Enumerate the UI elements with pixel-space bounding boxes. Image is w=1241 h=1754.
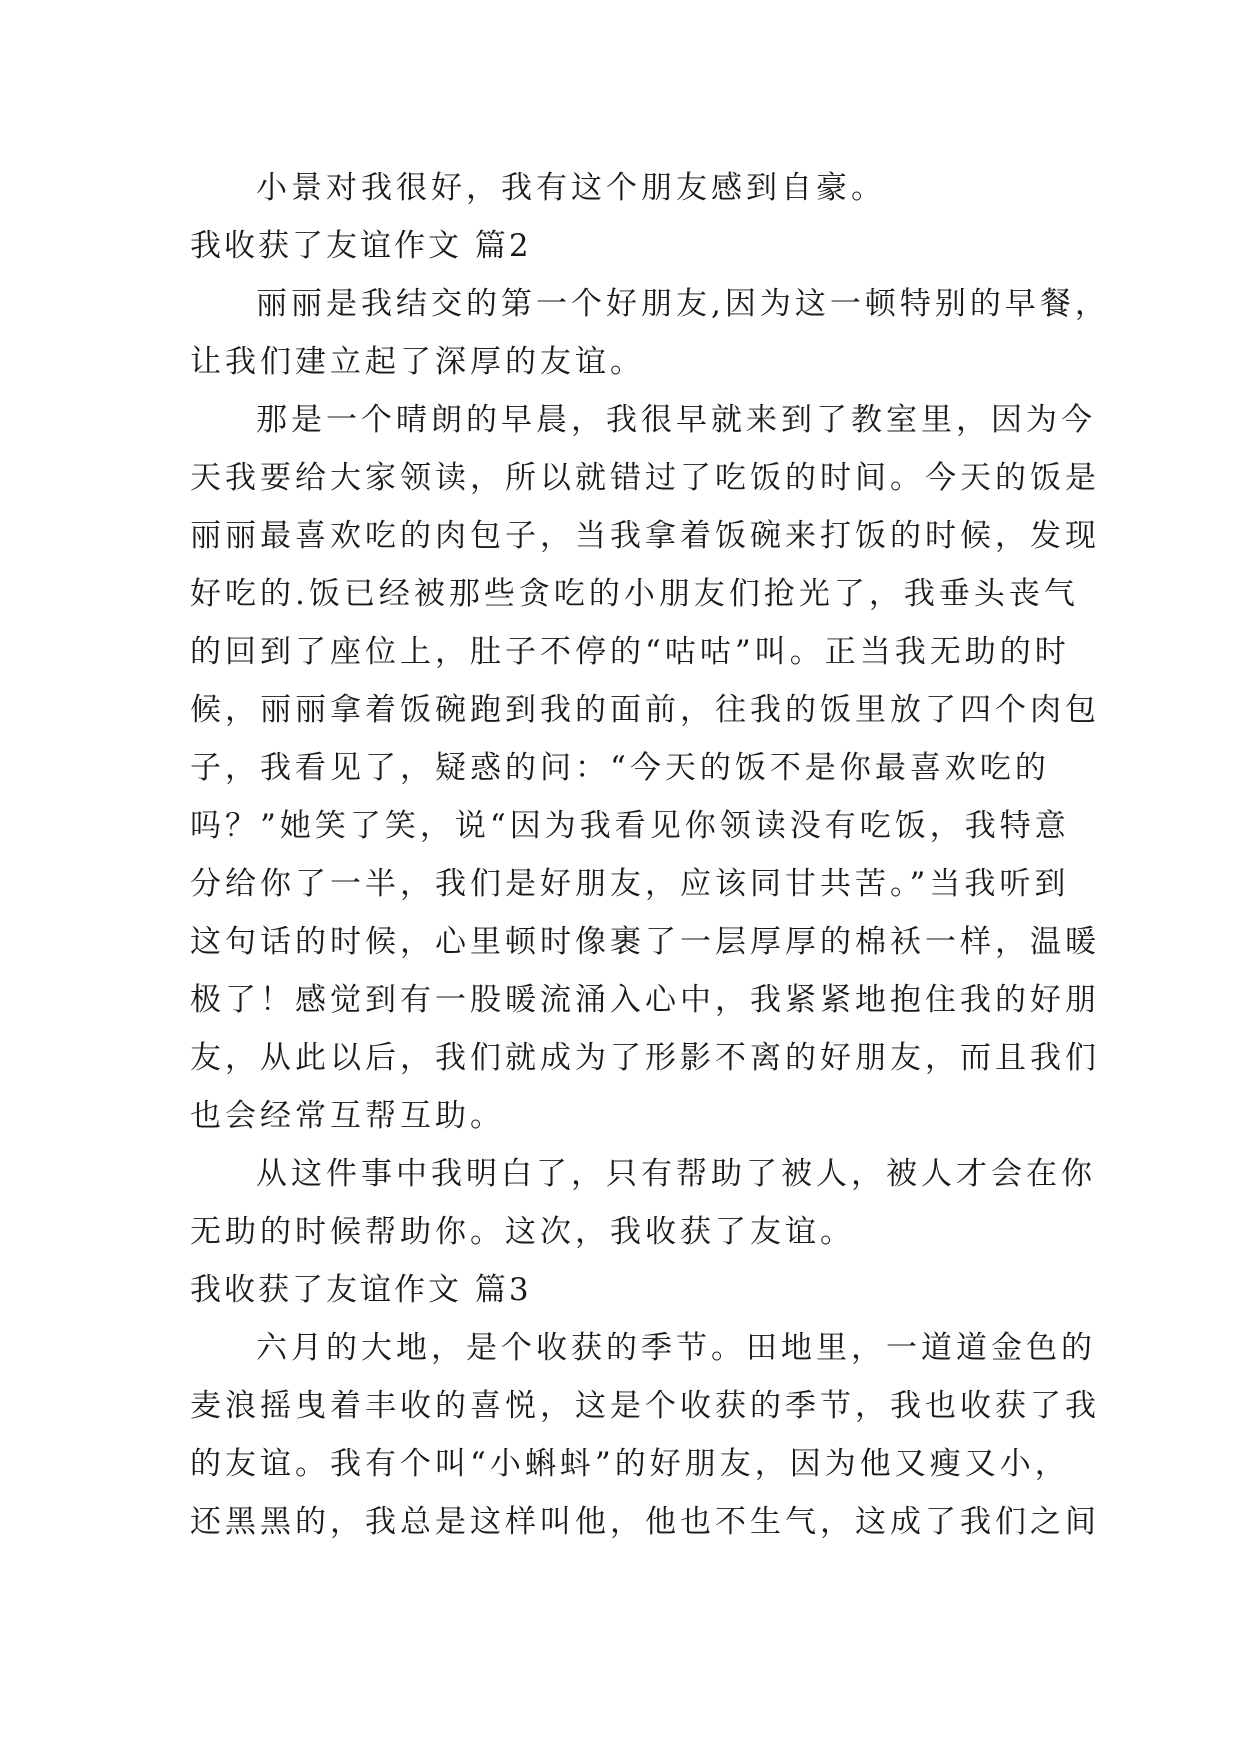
paragraph-line: 那是一个晴朗的早晨，我很早就来到了教室里，因为今 (256, 402, 1096, 438)
paragraph-line: 好吃的.饭已经被那些贪吃的小朋友们抢光了，我垂头丧气 (190, 576, 1079, 612)
paragraph-line: 六月的大地，是个收获的季节。田地里，一道道金色的 (256, 1330, 1096, 1366)
paragraph-line: 分给你了一半，我们是好朋友，应该同甘共苦。”当我听到 (190, 866, 1070, 902)
paragraph-line: 让我们建立起了深厚的友谊。 (190, 344, 645, 380)
paragraph-line: 也会经常互帮互助。 (190, 1098, 505, 1134)
paragraph-line: 麦浪摇曳着丰收的喜悦，这是个收获的季节，我也收获了我 (190, 1388, 1100, 1424)
paragraph-line: 丽丽最喜欢吃的肉包子，当我拿着饭碗来打饭的时候，发现 (190, 518, 1100, 554)
paragraph-line: 小景对我很好，我有这个朋友感到自豪。 (256, 170, 886, 206)
paragraph-line: 子，我看见了，疑惑的问：“今天的饭不是你最喜欢吃的 (190, 750, 1050, 786)
paragraph-line: 还黑黑的，我总是这样叫他，他也不生气，这成了我们之间 (190, 1504, 1100, 1540)
paragraph-line: 无助的时候帮助你。这次，我收获了友谊。 (190, 1214, 855, 1250)
paragraph-line: 的回到了座位上，肚子不停的“咕咕”叫。正当我无助的时 (190, 634, 1070, 670)
paragraph-line: 吗？”她笑了笑，说“因为我看见你领读没有吃饭，我特意 (190, 808, 1070, 844)
paragraph-line: 丽丽是我结交的第一个好朋友,因为这一顿特别的早餐， (256, 286, 1110, 322)
paragraph-line: 天我要给大家领读，所以就错过了吃饭的时间。今天的饭是 (190, 460, 1100, 496)
section-heading-3: 我收获了友谊作文 篇3 (190, 1272, 532, 1308)
paragraph-line: 友，从此以后，我们就成为了形影不离的好朋友，而且我们 (190, 1040, 1100, 1076)
section-heading-2: 我收获了友谊作文 篇2 (190, 228, 532, 264)
paragraph-line: 候，丽丽拿着饭碗跑到我的面前，往我的饭里放了四个肉包 (190, 692, 1100, 728)
paragraph-line: 这句话的时候，心里顿时像裹了一层厚厚的棉袄一样，温暖 (190, 924, 1100, 960)
paragraph-line: 的友谊。我有个叫“小蝌蚪”的好朋友，因为他又瘦又小， (190, 1446, 1070, 1482)
paragraph-line: 极了！感觉到有一股暖流涌入心中，我紧紧地抱住我的好朋 (190, 982, 1100, 1018)
paragraph-line: 从这件事中我明白了，只有帮助了被人，被人才会在你 (256, 1156, 1096, 1192)
